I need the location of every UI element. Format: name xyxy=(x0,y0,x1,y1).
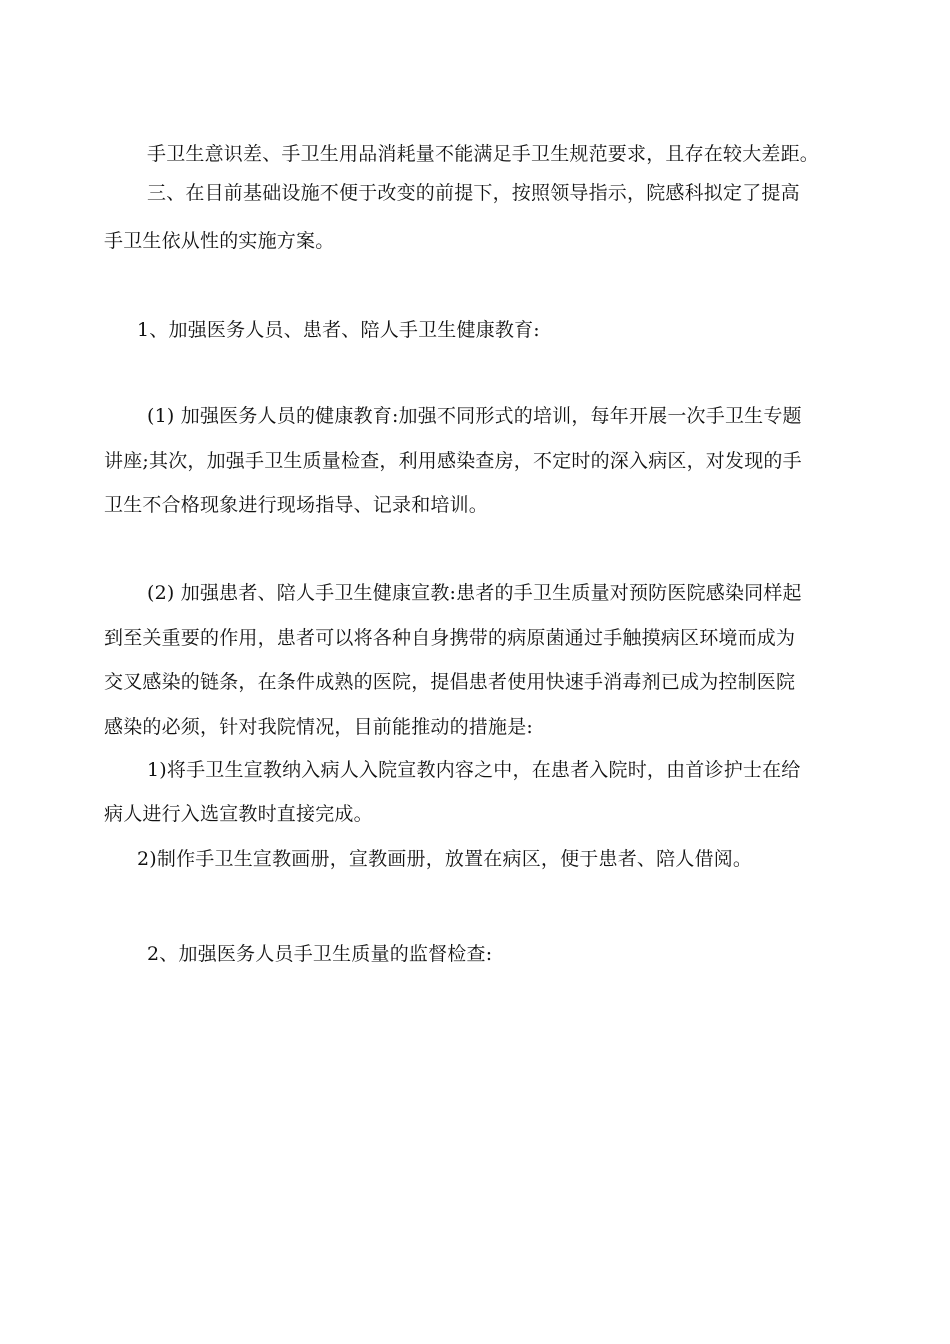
paragraph-line: 到至关重要的作用，患者可以将各种自身携带的病原菌通过手触摸病区环境而成为 xyxy=(104,627,796,649)
paragraph-line: 手卫生意识差、手卫生用品消耗量不能满足手卫生规范要求，且存在较大差距。 xyxy=(147,143,820,165)
subitem-1-line: (1) 加强医务人员的健康教育:加强不同形式的培训，每年开展一次手卫生专题 xyxy=(147,405,802,427)
paragraph-line: 病人进行入选宣教时直接完成。 xyxy=(104,803,373,825)
paragraph-line: 讲座;其次，加强手卫生质量检查，利用感染查房，不定时的深入病区，对发现的手 xyxy=(104,450,802,472)
measure-1-line: 1)将手卫生宣教纳入病人入院宣教内容之中，在患者入院时，由首诊护士在给 xyxy=(147,759,801,781)
section-three-heading-line: 三、在目前基础设施不便于改变的前提下，按照领导指示，院感科拟定了提高 xyxy=(147,182,800,204)
paragraph-line: 交叉感染的链条，在条件成熟的医院，提倡患者使用快速手消毒剂已成为控制医院 xyxy=(104,671,796,693)
paragraph-line: 手卫生依从性的实施方案。 xyxy=(104,230,335,252)
measure-2-line: 2)制作手卫生宣教画册，宣教画册，放置在病区，便于患者、陪人借阅。 xyxy=(137,848,753,870)
item-2-heading: 2、加强医务人员手卫生质量的监督检查: xyxy=(147,943,493,965)
paragraph-line: 感染的必须，针对我院情况，目前能推动的措施是: xyxy=(104,716,534,738)
paragraph-line: 卫生不合格现象进行现场指导、记录和培训。 xyxy=(104,494,489,516)
item-1-heading: 1、加强医务人员、患者、陪人手卫生健康教育: xyxy=(137,319,540,341)
subitem-2-line: (2) 加强患者、陪人手卫生健康宣教:患者的手卫生质量对预防医院感染同样起 xyxy=(147,582,802,604)
